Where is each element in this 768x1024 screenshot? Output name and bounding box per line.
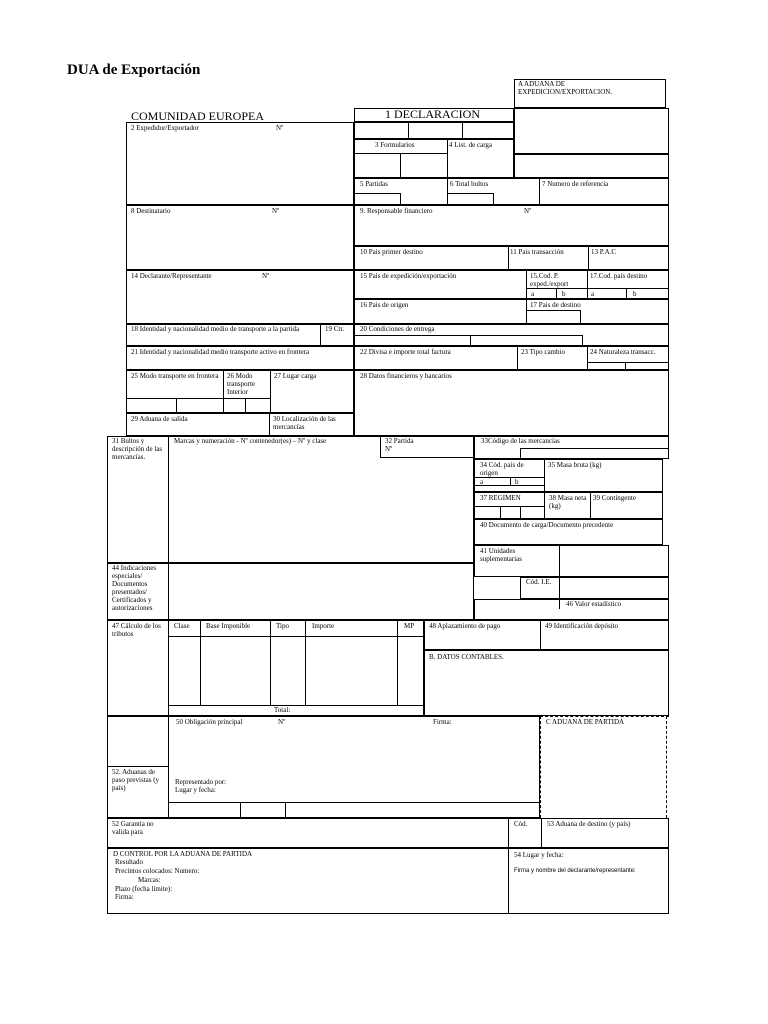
f22-label: 22 Divisa e importe total factura [360,348,451,356]
f4-label: 4 List. de carga [449,141,493,149]
f14-label: 14 Declarante/Representante [131,272,212,280]
f31b-label: Marcas y numeración - Nº contenedor(es) – Nº y clase [174,437,327,445]
f46-label: 46 Valor estadístico [566,600,622,608]
f19-label: 19 Ctr. [325,325,345,333]
f32-label: 32 Partida [385,437,414,445]
tipo-label: Tipo [276,622,289,630]
f34-label: 34 Cód. país de origen [480,461,524,477]
f26-label: 26 Modo transporte Interior [227,372,255,396]
declaracion-sub-box[interactable] [354,122,514,139]
repres-label: Representado por: [175,778,227,786]
f7-label: 7 Numero de referencia [542,180,609,188]
comunidad-europea-label: COMUNIDAD EUROPEA [131,109,265,123]
clase-label: Clase [174,622,190,630]
partidas-row[interactable] [354,178,669,205]
page-title: DUA de Exportación [67,62,201,78]
f41-label: 41 Unidades suplementarias [480,547,522,563]
f15-a: a [531,290,535,298]
f29-label: 29 Aduana de salida [131,415,188,423]
plazo-label: Plazo (fecha límite): [115,885,173,893]
f25-label: 25 Modo transporte en frontera [131,372,219,380]
f28-label: 28 Datos financieros y bancarios [360,372,452,380]
f44-label: 44 Indicaciones especiales/ Documentos presentados/ Certificados y autorizaciones [112,564,157,612]
f11-label: 11 Pais transacción [510,248,564,256]
f35-label: 35 Masa bruta (kg) [548,461,602,469]
f15-label: 15 Pais de expedición/exportación [360,272,457,280]
datos-label: B. DATOS CONTABLES. [429,653,504,661]
f2-no: Nº [276,124,284,132]
f50-label: 50 Obligación principal [176,718,243,726]
f17-b: b [633,290,637,298]
f48-label: 48 Aplazamiento de pago [429,622,501,630]
codie-label: Cód. I.E. [526,578,552,586]
base-label: Base Imponible [206,622,251,630]
f32-no: Nº [385,445,393,453]
f8-no: Nº [272,207,280,215]
f30-label: 30 Localización de las mercancías [273,415,336,431]
f37-label: 37 REGIMEN [480,494,521,502]
f21-label: 21 Identidad y nacionalidad medio transporte activo en frontera [131,348,310,356]
cod-label: Cód. [514,820,528,828]
f23-label: 23 Tipo cambio [521,348,565,356]
control-label: D CONTROL POR LA ADUANA DE PARTIDA [113,850,253,858]
aduana-partida-label: C ADUANA DE PARTIDA [546,718,625,726]
exportador-box[interactable] [126,122,354,205]
f16-label: 16 Pais de origen [360,301,409,309]
f2-label: 2 Expedidor/Exportador [131,124,199,132]
f33-label: 33Código de las mercancías [481,437,560,445]
declaracion-right-box[interactable] [514,108,669,154]
f39-label: 39 Contingente [593,494,636,502]
f49-label: 49 Identificación depósito [545,622,619,630]
f24-label: 24 Naturaleza transacc. [590,348,656,356]
firma-decl-label: Firma y nombre del declarante/representante: [514,868,636,874]
ref-right-box[interactable] [514,154,669,178]
f9-label: 9. Responsable financiero [360,207,433,215]
f27-label: 27 Lugar carga [274,372,317,380]
f52a-label: 52. Aduanas de paso previstas (y país) [112,768,160,792]
f31-label: 31 Bultos y descripción de las mercancías. [112,437,163,461]
firma2-label: Firma: [115,893,134,901]
importe-label: Importe [312,622,335,630]
f5-label: 5 Partidas [360,180,388,188]
declaracion-label: 1 DECLARACION [385,107,480,121]
f53-label: 53 Aduana de destino (y país) [547,820,631,828]
f50-no: Nº [278,718,286,726]
f8-label: 8 Destinatario [131,207,171,215]
resultado-label: Resultado [115,858,143,866]
total-label: Total: [274,706,291,714]
f6-label: 6 Total bultos [450,180,489,188]
f9-no: Nº [524,207,532,215]
f54-label: 54 Lugar y fecha: [514,851,564,859]
f17-a: a [591,290,595,298]
f15c-label: 15.Cod. P. exped./export [530,272,569,288]
mp-label: MP [404,622,415,630]
f38-label: 38 Masa neta (kg) [549,494,587,510]
f14-no: Nº [262,272,270,280]
f34-b: b [515,478,519,486]
f20-label: 20 Condiciones de entrega [360,325,435,333]
precintos-label: Precintos colocados: Numero: [115,867,200,875]
f18-label: 18 Identidad y nacionalidad medio de transporte a la partida [131,325,300,333]
firma-label: Firma: [433,718,452,726]
aduana-expedicion-label: A ADUANA DE EXPEDICION/EXPORTACION. [518,80,613,96]
f17-label: 17 Pais de destino [530,301,581,309]
f15-b: b [562,290,566,298]
f47-label: 47 Cálculo de los tributos [112,622,161,638]
f13-label: 13 P.A.C [591,248,617,256]
lugar-label: Lugar y fecha: [175,786,216,794]
marcas-label: Marcas: [138,876,161,884]
f52-label: 52 Garantía no valida para [112,820,154,836]
f3-label: 3 Formularios [375,141,415,149]
f34-a: a [480,478,484,486]
f17c-label: 17.Cod. país destino [590,272,648,280]
f40-label: 40 Documento de carga/Documento precedente [480,521,614,529]
f10-label: 10 Pais primer destino [360,248,423,256]
